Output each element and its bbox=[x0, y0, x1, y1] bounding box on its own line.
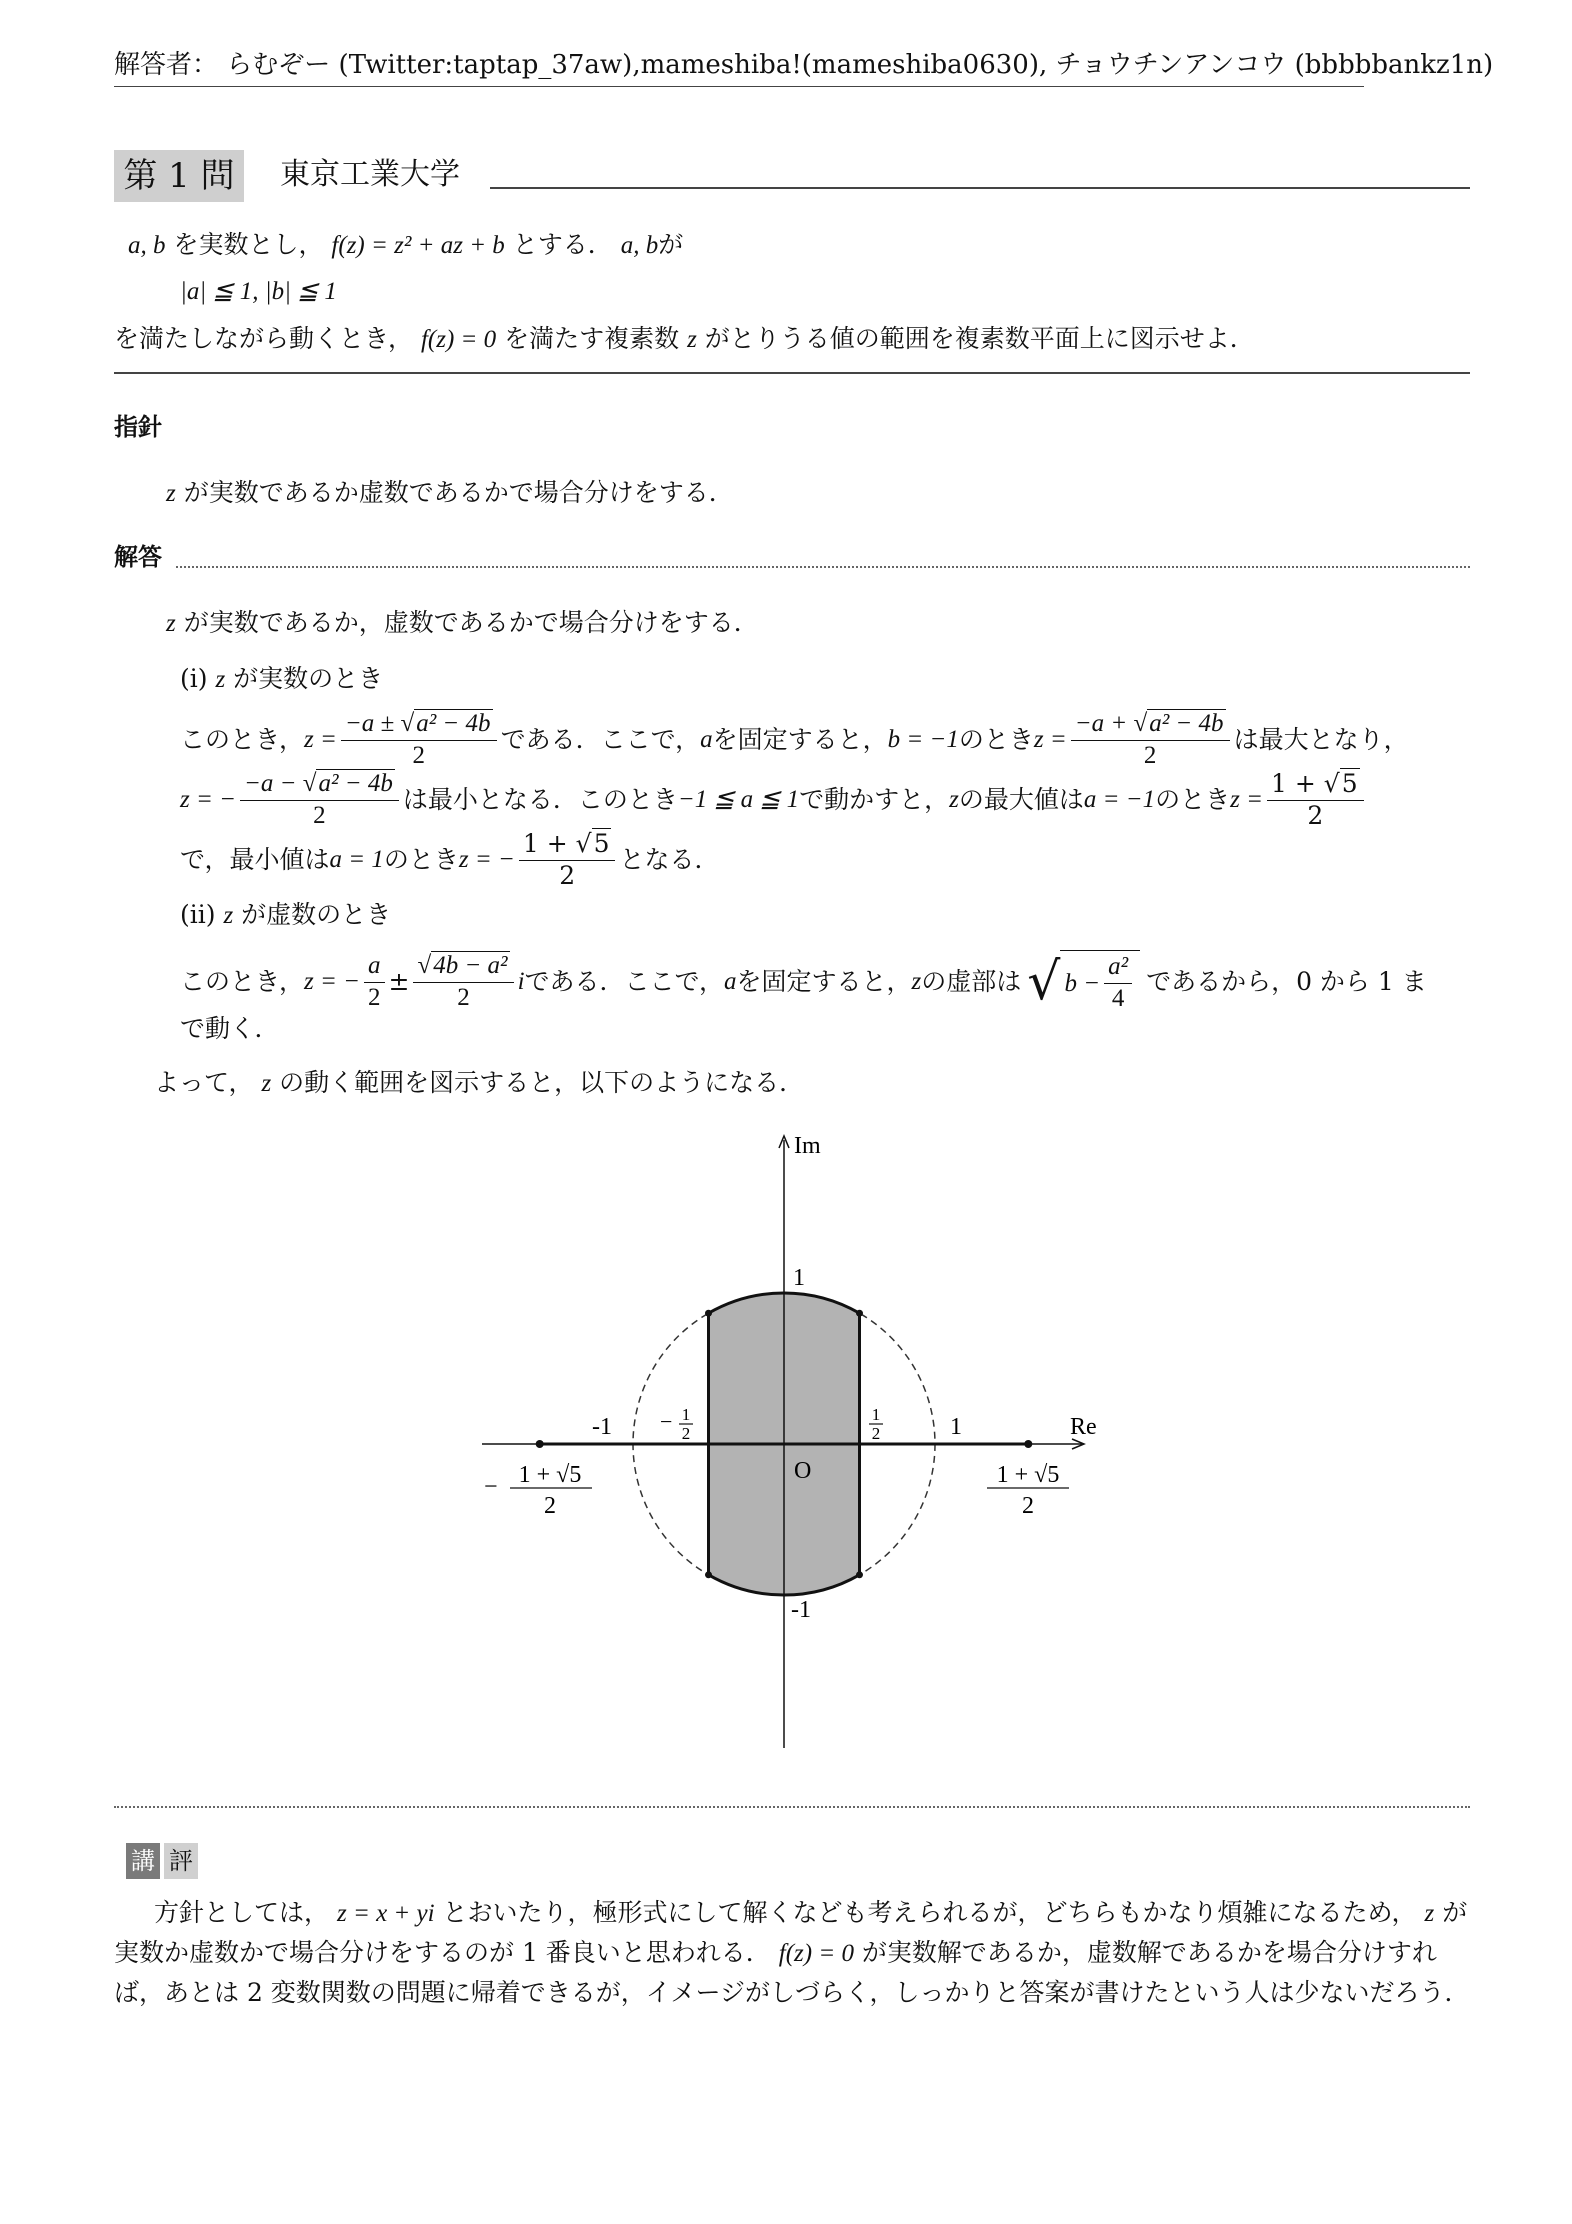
frac-a-over-2 bbox=[364, 952, 385, 1013]
denominator: 2 bbox=[559, 860, 576, 890]
text: の動く範囲を図示すると，以下のようになる． bbox=[279, 1068, 805, 1097]
label-im-1: 1 bbox=[793, 1265, 805, 1291]
problem-number-box bbox=[114, 150, 244, 202]
radicand: a² − 4b bbox=[318, 769, 393, 797]
text: このとき， bbox=[180, 725, 305, 754]
equation: z = bbox=[1033, 726, 1067, 753]
frac-imag-part bbox=[413, 952, 513, 1013]
var-z: z bbox=[215, 666, 226, 693]
var-z: z bbox=[911, 968, 922, 995]
radicand: 5 bbox=[1341, 768, 1358, 798]
label-neg-golden-sign: − bbox=[484, 1474, 498, 1500]
numerator: 1 + √ bbox=[1271, 768, 1340, 798]
frac-a2-over-4 bbox=[1104, 953, 1132, 1014]
plus-minus: ± bbox=[388, 967, 410, 996]
equation: z = bbox=[304, 726, 337, 753]
text: が虚数のとき bbox=[241, 900, 392, 929]
case2-title bbox=[180, 898, 391, 933]
point-top-left bbox=[705, 1310, 712, 1317]
root-formula-plus bbox=[1071, 710, 1230, 771]
conclusion bbox=[154, 1066, 804, 1101]
point-pos-golden bbox=[1024, 1440, 1032, 1448]
text: が実数であるか虚数であるかで場合分けをする． bbox=[183, 478, 734, 507]
var-z: z bbox=[1424, 1900, 1435, 1927]
point-neg-golden bbox=[536, 1440, 544, 1448]
imag-unit: i bbox=[517, 968, 525, 995]
denominator: 2 bbox=[313, 801, 326, 829]
equation: z = − bbox=[458, 846, 515, 873]
solution-bottom-dots bbox=[114, 1806, 1470, 1808]
problem-bottom-rule bbox=[114, 372, 1470, 374]
equation: z = bbox=[1230, 786, 1263, 813]
equation: z = − bbox=[304, 968, 360, 995]
solution-intro bbox=[166, 606, 759, 641]
equation: f(z) = 0 bbox=[778, 1940, 854, 1967]
numerator: −a ± √ bbox=[344, 709, 415, 737]
equation: a = 1 bbox=[329, 846, 384, 873]
label-neg-golden-num: 1 + √5 bbox=[518, 1462, 582, 1488]
golden-ratio-neg bbox=[519, 830, 616, 891]
function-def: f(z) = z² + az + b bbox=[331, 232, 505, 259]
denominator: 2 bbox=[1307, 800, 1324, 830]
text: がとりうる値の範囲を複素数平面上に図示せよ． bbox=[704, 324, 1255, 353]
problem-number: 第 1 問 bbox=[123, 156, 235, 196]
denominator: 2 bbox=[1143, 741, 1157, 769]
text: の虚部は bbox=[921, 967, 1022, 996]
point-bottom-left bbox=[705, 1571, 712, 1578]
text: の最大値は bbox=[958, 785, 1084, 814]
radical-sign: √ bbox=[417, 951, 432, 979]
root-formula-pm bbox=[341, 710, 497, 771]
solver-names: らむぞー (Twitter:taptap_37aw),mameshiba!(mameshiba0630), チョウチンアンコウ (bbbbbankz1n) bbox=[226, 50, 1494, 80]
text: が bbox=[658, 230, 684, 259]
text: を固定すると， bbox=[736, 967, 912, 996]
case-number: (i) bbox=[180, 664, 208, 693]
label-re-minus-1: -1 bbox=[592, 1414, 612, 1440]
text: は最大となり， bbox=[1233, 725, 1409, 754]
text: とする． bbox=[512, 230, 613, 259]
denominator: 4 bbox=[1111, 985, 1125, 1012]
sqrt-expression: √ b − $\frac{\text{a²}}{4}$ bbox=[1027, 950, 1140, 1014]
text: が実数であるか，虚数であるかで場合分けをする． bbox=[183, 608, 759, 637]
numerator: −a − √ bbox=[243, 769, 317, 797]
text: である．ここで， bbox=[524, 967, 725, 996]
text: のとき bbox=[958, 725, 1034, 754]
case2-line-1 bbox=[180, 950, 1427, 1014]
b-minus: b − bbox=[1064, 969, 1101, 997]
label-re: Re bbox=[1070, 1414, 1097, 1440]
review-heading-2: 評 bbox=[164, 1843, 198, 1879]
review-line-3: ば，あとは 2 変数関数の問題に帰着できるが，イメージがしづらく，しっかりと答案が書けたという人は少ないだろう． bbox=[114, 1978, 1470, 2007]
solver-label: 解答者： bbox=[114, 50, 219, 80]
label-half-num: 1 bbox=[871, 1405, 881, 1424]
text: を満たしながら動くとき， bbox=[114, 324, 414, 353]
case2-line-2: で動く． bbox=[180, 1014, 280, 1043]
inequality: −1 ≦ a ≦ 1 bbox=[677, 786, 800, 813]
equation: f(z) = 0 bbox=[420, 326, 497, 353]
radicand: 4b − a² bbox=[433, 951, 508, 979]
var-z: z bbox=[166, 610, 176, 637]
label-origin: O bbox=[794, 1458, 812, 1484]
denominator: 2 bbox=[412, 741, 425, 769]
solver-credit bbox=[114, 48, 1493, 82]
label-neg-half-sign: − bbox=[660, 1409, 673, 1434]
var-z: z bbox=[223, 902, 234, 929]
label-neg-half-num: 1 bbox=[681, 1405, 691, 1424]
text: のとき bbox=[383, 845, 459, 874]
equation: z = − bbox=[180, 786, 236, 813]
header-underline bbox=[114, 86, 1364, 87]
hint-text bbox=[166, 476, 734, 511]
radicand: a² − 4b bbox=[1149, 709, 1224, 737]
point-top-right bbox=[856, 1310, 863, 1317]
var-z: z bbox=[166, 480, 176, 507]
text: が実数のとき bbox=[233, 664, 384, 693]
text: を固定すると， bbox=[712, 725, 888, 754]
var-a: a bbox=[700, 726, 713, 753]
text: を実数とし， bbox=[173, 230, 324, 259]
text: であるから，0 から 1 ま bbox=[1146, 967, 1427, 996]
review-line-2 bbox=[114, 1936, 1437, 1971]
equation: a = −1 bbox=[1083, 786, 1156, 813]
denominator: 2 bbox=[457, 983, 470, 1011]
complex-plane-figure bbox=[460, 1120, 1120, 1760]
numerator: 1 + √ bbox=[522, 828, 592, 858]
var-z: z bbox=[261, 1070, 272, 1097]
solution-heading: 解答 bbox=[114, 543, 162, 571]
text: を満たす複素数 bbox=[504, 324, 680, 353]
text: である．ここで， bbox=[500, 725, 701, 754]
case1-line-1 bbox=[180, 710, 1409, 770]
var-a: a bbox=[724, 968, 737, 995]
label-half-den: 2 bbox=[871, 1424, 881, 1443]
denominator: 2 bbox=[368, 983, 381, 1011]
var-z: z bbox=[687, 326, 697, 353]
problem-title-rule bbox=[490, 187, 1470, 189]
text: で，最小値は bbox=[180, 845, 330, 874]
vars-ab: a, b bbox=[128, 232, 166, 259]
equation: b = −1 bbox=[887, 726, 959, 753]
radicand: 5 bbox=[593, 828, 610, 858]
text: よって， bbox=[154, 1068, 254, 1097]
label-pos-golden-num: 1 + √5 bbox=[996, 1462, 1060, 1488]
label-neg-half-den: 2 bbox=[681, 1424, 691, 1443]
point-bottom-right bbox=[856, 1571, 863, 1578]
text: 方針としては， bbox=[154, 1898, 330, 1927]
root-formula-minus bbox=[240, 770, 399, 831]
var-z: z bbox=[949, 786, 959, 813]
numerator: a² bbox=[1104, 953, 1132, 984]
problem-condition: |a| ≦ 1, |b| ≦ 1 bbox=[180, 278, 337, 305]
text: は最小となる．このとき bbox=[402, 785, 678, 814]
numerator: −a + √ bbox=[1074, 709, 1148, 737]
solution-top-dots bbox=[176, 566, 1470, 568]
text: となる． bbox=[619, 845, 720, 874]
radicand: a² − 4b bbox=[416, 709, 491, 737]
numerator: a bbox=[364, 952, 385, 983]
golden-ratio bbox=[1267, 770, 1364, 831]
label-re-1: 1 bbox=[950, 1414, 962, 1440]
problem-line-1 bbox=[128, 228, 683, 263]
text: のとき bbox=[1155, 785, 1231, 814]
problem-line-3 bbox=[114, 322, 1255, 357]
label-im-minus-1: -1 bbox=[791, 1597, 811, 1623]
text: 実数か虚数かで場合分けをするのが 1 番良いと思われる． bbox=[114, 1938, 771, 1967]
hint-heading: 指針 bbox=[114, 413, 162, 441]
label-im: Im bbox=[794, 1133, 821, 1159]
case1-line-2 bbox=[180, 770, 1368, 830]
label-neg-golden-den: 2 bbox=[544, 1493, 556, 1519]
equation: z = x + yi bbox=[336, 1900, 435, 1927]
text: とおいたり，極形式にして解くなども考えられるが，どちらもかなり煩雑になるため， bbox=[442, 1898, 1417, 1927]
case1-line-3 bbox=[180, 830, 720, 890]
case1-title bbox=[180, 662, 383, 697]
label-pos-golden-den: 2 bbox=[1022, 1493, 1034, 1519]
text: が bbox=[1442, 1898, 1468, 1927]
text: このとき， bbox=[180, 967, 305, 996]
review-line-1 bbox=[154, 1896, 1467, 1931]
text: で動かすと， bbox=[799, 785, 950, 814]
text: が実数解であるか，虚数解であるかを場合分けすれ bbox=[861, 1938, 1437, 1967]
university-name: 東京工業大学 bbox=[280, 157, 460, 192]
review-heading-1: 講 bbox=[126, 1843, 160, 1879]
vars-ab-2: a, b bbox=[620, 232, 659, 259]
case-number: (ii) bbox=[180, 900, 216, 929]
